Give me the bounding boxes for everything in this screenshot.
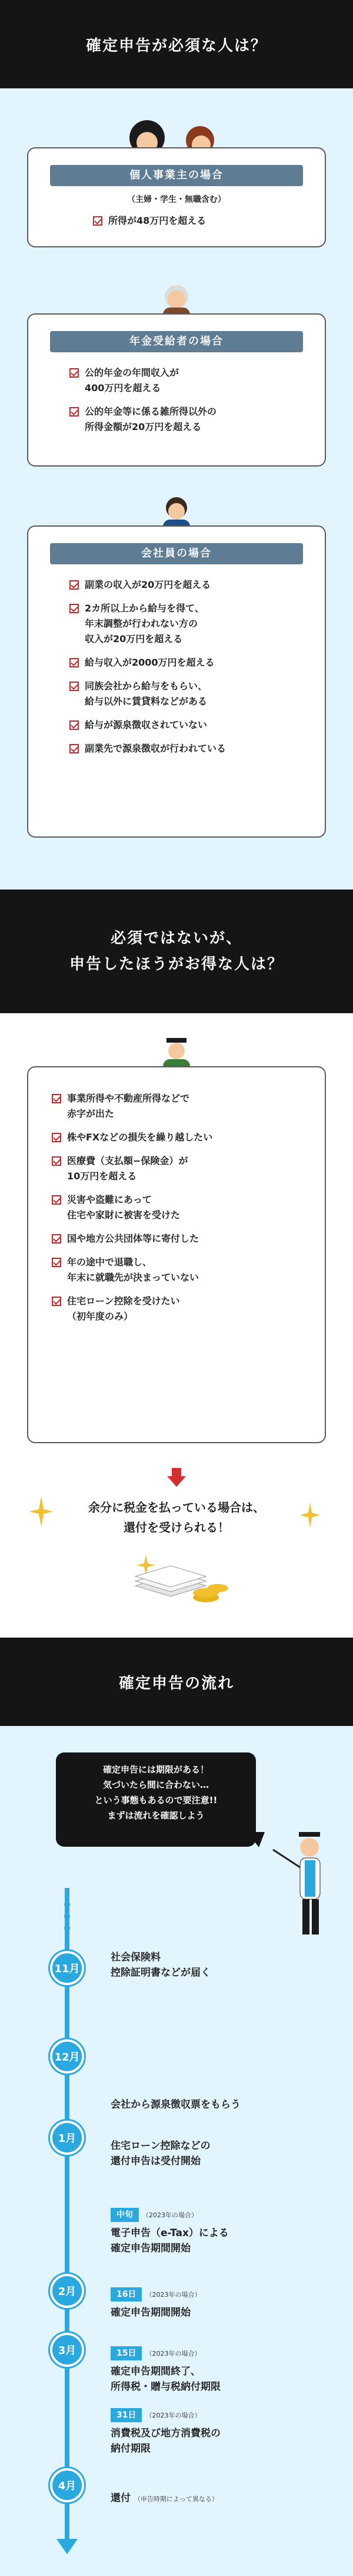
card-employee <box>27 525 326 838</box>
checkbox-icon <box>52 1094 61 1103</box>
card-beneficial-cases <box>27 1066 326 1443</box>
timeline-dot <box>64 1925 70 1931</box>
check-item: 災害や盗難にあって 住宅や家財に被害を受けた <box>52 1192 325 1223</box>
checkbox-icon <box>93 216 102 226</box>
checkbox-icon <box>52 1156 61 1166</box>
card-pensioner <box>27 313 326 467</box>
check-item: 2カ所以上から給与を得て、 年末調整が行われない方の 収入が20万円を超える <box>69 601 325 647</box>
event-jan-refund: 住宅ローン控除などの 還付申告は受付開始 <box>111 2140 211 2167</box>
arrow-down-icon <box>165 1466 188 1489</box>
check-item: 年の途中で退職し、 年末に就職先が決まっていない <box>52 1255 325 1285</box>
month-badge-nov: 11月 <box>50 1951 84 1985</box>
check-item: 所得が48万円を超える <box>93 213 325 229</box>
checkbox-icon <box>69 580 79 590</box>
checkbox-icon <box>69 368 79 378</box>
check-item: 公的年金等に係る雑所得以外の 所得金額が20万円を超える <box>69 404 325 435</box>
checkbox-icon <box>69 720 79 730</box>
checkbox-icon <box>69 744 79 753</box>
check-item: 公的年金の年間収入が 400万円を超える <box>69 365 325 396</box>
section3-title: 確定申告の流れ <box>0 1638 353 1726</box>
card-self-employed <box>27 147 326 247</box>
date-tag: 中旬 <box>111 2208 139 2222</box>
check-item: 同族会社から給与をもらい、 給与以外に賃貸料などがある <box>69 679 325 709</box>
checkbox-icon <box>69 682 79 691</box>
event-etax: 中旬 （2023年の場合） 電子申告（e-Tax）による 確定申告期間開始 <box>111 2191 229 2271</box>
check-item: 医療費（支払額−保険金）が 10万円を超える <box>52 1153 325 1184</box>
date-tag: 15日 <box>111 2346 142 2360</box>
event-jan-withholding: 会社から源泉徴収票をもらう <box>111 2099 241 2111</box>
checkbox-icon <box>52 1234 61 1244</box>
timeline-line <box>65 1888 69 2542</box>
month-badge-feb: 2月 <box>50 2274 84 2308</box>
month-badge-dec: 12月 <box>50 2039 84 2074</box>
date-tag: 16日 <box>111 2287 142 2301</box>
section2-background <box>0 1013 353 1638</box>
speech-tail <box>247 1832 265 1850</box>
check-item: 給与収入が2000万円を超える <box>69 655 325 670</box>
timeline-dot <box>64 1902 70 1907</box>
checkbox-icon <box>69 407 79 416</box>
event-mar31: 31日 （2023年の場合） 消費税及び地方消費税の 納付期限 <box>111 2392 221 2472</box>
timeline-arrow-icon <box>56 2539 78 2557</box>
event-nov: 社会保険料 控除証明書などが届く <box>111 1952 211 1979</box>
section1-background <box>0 88 353 889</box>
checkbox-icon <box>52 1195 61 1205</box>
event-feb: 16日 （2023年の場合） 確定申告期間開始 <box>111 2271 201 2336</box>
check-item: 国や地方公共団体等に寄付した <box>52 1231 325 1246</box>
speech-bubble: 確定申告には期限がある！ 気づいたら間に合わない… という事態もあるので要注意!! まずは流れを確認しよう <box>56 1752 256 1847</box>
checkbox-icon <box>69 604 79 613</box>
money-stack-illustration <box>129 1555 229 1608</box>
elderly-person-illustration <box>156 283 197 318</box>
date-tag: 31日 <box>111 2408 142 2422</box>
check-item: 事業所得や不動産所得などで 赤字が出た <box>52 1091 325 1122</box>
checkbox-icon <box>52 1258 61 1267</box>
card-heading: 年金受給者の場合 <box>50 331 303 352</box>
check-item: 副業の収入が20万円を超える <box>69 577 325 593</box>
teacher-illustration <box>156 1036 197 1071</box>
check-item: 株やFXなどの損失を繰り越したい <box>52 1130 325 1145</box>
refund-message: 余分に税金を払っている場合は、 還付を受けられる！ <box>88 1500 265 1535</box>
checkbox-icon <box>52 1297 61 1306</box>
card-subheading: （主婦・学生・無職含む） <box>127 195 226 204</box>
office-worker-illustration <box>156 495 197 530</box>
month-badge-jan: 1月 <box>50 2121 84 2155</box>
timeline-dot <box>64 1913 70 1919</box>
checkbox-icon <box>52 1133 61 1142</box>
check-item: 給与が源泉徴収されていない <box>69 717 325 733</box>
event-mar15: 15日 （2023年の場合） 確定申告期間終了、 所得税・贈与税納付期限 <box>111 2330 221 2410</box>
section3-background <box>0 1726 353 2576</box>
section1-title: 確定申告が必須な人は？ <box>0 0 353 88</box>
card-heading: 会社員の場合 <box>50 543 303 564</box>
section2-title: 必須ではないが、 申告したほうがお得な人は？ <box>0 889 353 1013</box>
sparkle-icon <box>300 1502 320 1528</box>
event-apr: 還付 （申告時期によって異なる） <box>111 2492 218 2504</box>
month-badge-apr: 4月 <box>50 2468 84 2502</box>
sparkle-icon <box>29 1496 53 1532</box>
card-heading: 個人事業主の場合 <box>50 165 303 186</box>
check-item: 住宅ローン控除を受けたい （初年度のみ） <box>52 1294 325 1324</box>
check-item: 副業先で源泉徴収が行われている <box>69 741 325 756</box>
month-badge-mar: 3月 <box>50 2333 84 2367</box>
checkbox-icon <box>69 658 79 667</box>
teacher-pointing-illustration <box>271 1826 335 1956</box>
